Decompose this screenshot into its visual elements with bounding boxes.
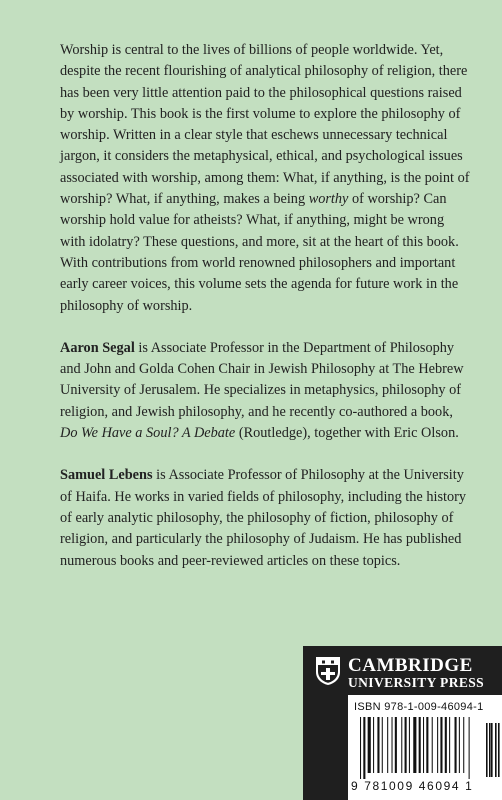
book-title: Do We Have a Soul? A Debate [60,425,236,442]
publisher-panel [303,646,502,800]
author-bio-segal: Aaron Segal is Associate Professor in the Department of Philosophy and John and Golda Cohen Chair in Jewish Philosophy at The Hebrew University of Jerusalem. He specializes in metaphysics, philosophy of religion, and Jewish philosophy, and he recently co-authored a book, Do We Have a Soul? A Debate (Routledge), together with Eric Olson. [60,339,464,442]
author-bio-lebens: Samuel Lebens is Associate Professor of Philosophy at the University of Haifa. He works in varied fields of philosophy, including the history of early analytic philosophy, the philosophy of fiction, philosophy of religion, and particularly the philosophy of Judaism. He has published numerous books and peer-reviewed articles on these topics. [60,467,467,569]
publisher-name: CAMBRIDGE [348,655,473,676]
cambridge-crest-icon [315,656,341,686]
author-name: Samuel Lebens [60,467,153,484]
isbn-label: ISBN 978-1-009-46094-1 [354,701,484,713]
barcode-digits: 9 781009 46094 1 [351,779,474,793]
description-paragraph: Worship is central to the lives of billions of people worldwide. Yet, despite the recent flourishing of analytical philosophy of religion, there has been very little attention paid to the philosophical questions raised by worship. This book is the first volume to explore the philosophy of worship. Written in a clear style that eschews unnecessary technical jargon, it considers the metaphysical, ethical, and psychological issues associated with worship, among them: What, if anything, is the point of worship? What, if anything, makes a being worthy of worship? Can worship hold value for atheists? What, if anything, might be wrong with idolatry? These questions, and more, sit at the heart of this book. With contributions from world renowned philosophers and important early career voices, this volume sets the agenda for future work in the philosophy of worship. [60,42,470,314]
author-name: Aaron Segal [60,339,135,356]
publisher-subname: UNIVERSITY PRESS [348,675,485,690]
isbn-barcode-area [348,695,502,800]
barcode [360,717,478,779]
back-cover-text [60,40,472,593]
publisher-logo [315,656,484,690]
italic-emphasis: worthy [308,191,349,208]
barcode-addon [486,719,502,777]
